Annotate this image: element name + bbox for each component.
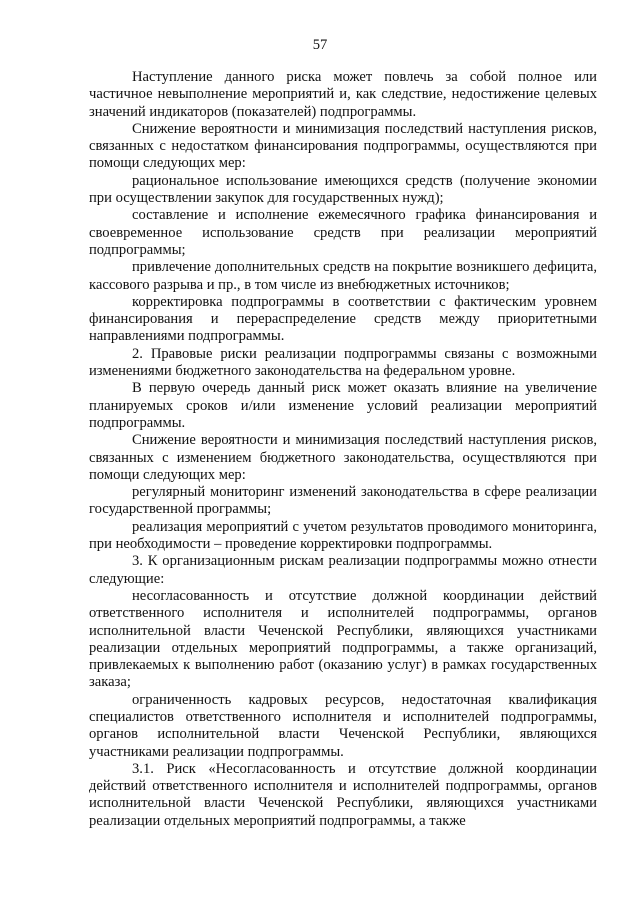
paragraph: Снижение вероятности и минимизация последствий наступления рисков, связанных с недостатком финансирования подпрограммы, осуществляются при помощи следующих мер:: [89, 120, 597, 172]
paragraph: несогласованность и отсутствие должной координации действий ответственного исполнителя и исполнителей подпрограммы, органов исполнительной власти Чеченской Республики, являющихся участниками реализации отдельных мероприятий подпрограммы, а также организаций, привлекаемых к выполнению работ (оказанию услуг) в рамках государственных заказа;: [89, 587, 597, 691]
paragraph: составление и исполнение ежемесячного графика финансирования и своевременное использование средств при реализации мероприятий подпрограммы;: [89, 207, 597, 258]
paragraph: 3. К организационным рискам реализации подпрограммы можно отнести следующие:: [89, 553, 597, 587]
paragraph: реализация мероприятий с учетом результатов проводимого мониторинга, при необходимости – проведение корректировки подпрограммы.: [89, 518, 597, 553]
paragraph: 3.1. Риск «Несогласованность и отсутствие должной координации действий ответственного исполнителя и исполнителей подпрограммы, органов исполнительной власти Чеченской Республики, являющихся участниками реализации отдельных мероприятий подпрограммы, а также: [89, 760, 597, 829]
page-number: 57: [312, 37, 328, 53]
paragraph: регулярный мониторинг изменений законодательства в сфере реализации государственной программы;: [89, 484, 597, 518]
body-text: [89, 69, 597, 830]
paragraph: рациональное использование имеющихся средств (получение экономии при осуществлении закупок для государственных нужд);: [89, 172, 597, 207]
paragraph: привлечение дополнительных средств на покрытие возникшего дефицита, кассового разрыва и пр., в том числе из внебюджетных источников;: [89, 259, 597, 293]
paragraph: ограниченность кадровых ресурсов, недостаточная квалификация специалистов ответственного исполнителя и исполнителей подпрограммы, органов исполнительной власти Чеченской Республики, являющихся участниками реализации подпрограммы.: [89, 691, 597, 760]
paragraph: Снижение вероятности и минимизация последствий наступления рисков, связанных с изменением бюджетного законодательства, осуществляются при помощи следующих мер:: [89, 432, 597, 483]
paragraph: Наступление данного риска может повлечь за собой полное или частичное невыполнение мероприятий и, как следствие, недостижение целевых значений индикаторов (показателей) подпрограммы.: [89, 69, 597, 120]
paragraph: корректировка подпрограммы в соответствии с фактическим уровнем финансирования и перераспределение средств между приоритетными направлениями подпрограммы.: [89, 293, 597, 345]
paragraph: В первую очередь данный риск может оказать влияние на увеличение планируемых сроков и/или изменение условий реализации мероприятий подпрограммы.: [89, 380, 597, 431]
paragraph: 2. Правовые риски реализации подпрограммы связаны с возможными изменениями бюджетного законодательства на федеральном уровне.: [89, 345, 597, 380]
